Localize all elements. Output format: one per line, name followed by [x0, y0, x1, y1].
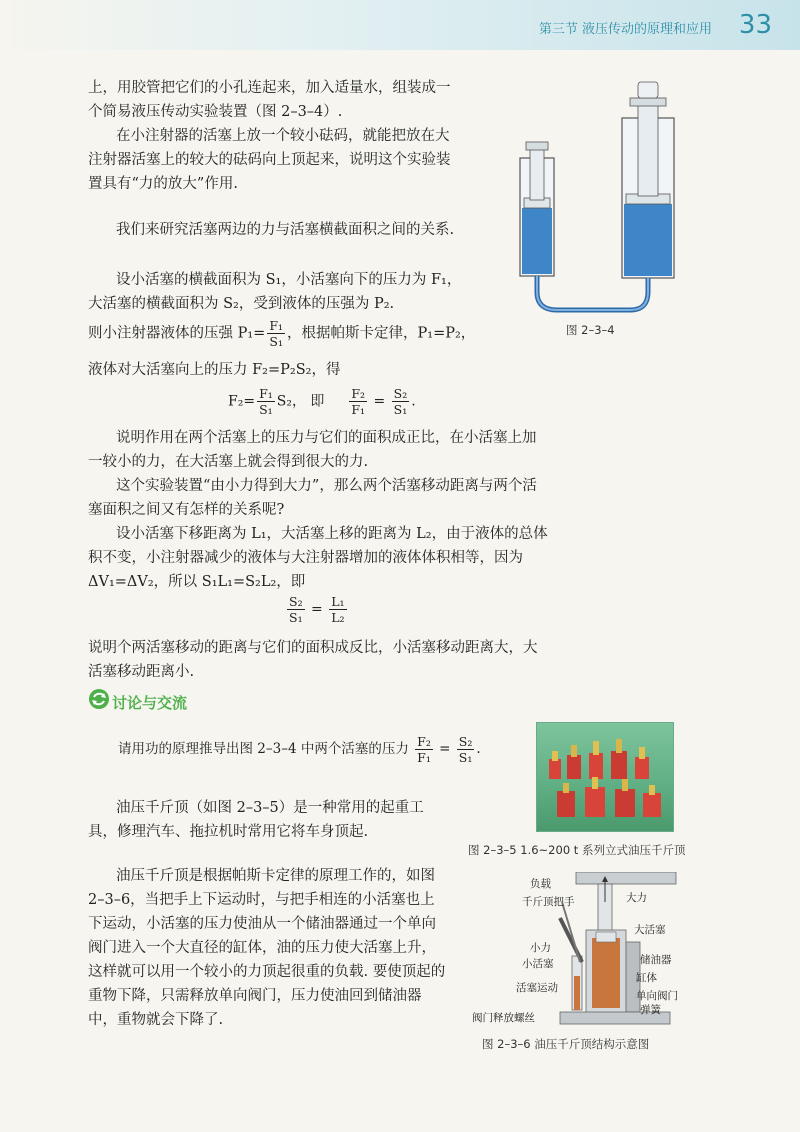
label-check-valve: 单向阀门 — [636, 990, 678, 1002]
label-spring: 弹簧 — [640, 1004, 661, 1016]
jacks-illustration — [537, 723, 673, 831]
page-number: 33 — [738, 10, 772, 40]
paragraph-study-relation: 我们来研究活塞两边的力与活塞横截面积之间的关系. — [116, 222, 455, 238]
paragraph-big-piston-force: 液体对大活塞向上的压力 F₂=P₂S₂，得 — [88, 362, 341, 378]
figure-2-3-6-caption: 图 2–3–6 油压千斤顶结构示意图 — [482, 1037, 650, 1051]
figure-2-3-4-caption: 图 2–3–4 — [566, 323, 615, 337]
paragraph-define-variables: 设小活塞的横截面积为 S₁，小活塞向下的压力为 F₁，大活塞的横截面积为 S₂，受到液体的压强为 P₂. — [88, 272, 462, 312]
label-small-piston: 小活塞 — [522, 958, 554, 970]
formula-force-ratio: F₂= $\frac{\text{F₁}}{\text{S₁}}$ S₂， 即 $\frac{\text{F₂}}{\text{F₁}}$ = $\frac{\text{S₂}}{\text{S₁}}$ . — [228, 386, 416, 417]
paragraph-displacement: 设小活塞下移距离为 L₁，大活塞上移的距离为 L₂，由于液体的总体积不变，小注射器减少的液体与大注射器增加的液体体积相等，因为 ΔV₁=ΔV₂，所以 S₁L₁=S₂L₂，即 — [88, 526, 548, 590]
formula-displacement-ratio: $\frac{\text{S₂}}{\text{S₁}}$ = $\frac{\text{L₁}}{\text{L₂}}$ — [289, 594, 345, 625]
paragraph-setup: 上，用胶管把它们的小孔连起来，加入适量水，组装成一个简易液压传动实验装置（图 2–3–4）. — [88, 80, 451, 120]
label-big-piston: 大活塞 — [634, 924, 666, 936]
label-handle: 千斤顶把手 — [522, 896, 575, 908]
label-big-force: 大力 — [626, 892, 647, 904]
paragraph-proportional: 说明作用在两个活塞上的压力与它们的面积成正比，在小活塞上加一较小的力，在大活塞上就会得到很大的力. — [88, 430, 537, 470]
discussion-prompt: 请用功的原理推导出图 2–3–4 中两个活塞的压力 $\frac{\text{F₂}}{\text{F₁}}$ = $\frac{\text{S₂}}{\text{S₁}}$ . — [118, 734, 481, 765]
section-title: 第三节 液压传动的原理和应用 — [538, 22, 712, 37]
formula-pressure-line — [88, 318, 475, 349]
paragraph-inverse: 说明个两活塞移动的距离与它们的面积成反比，小活塞移动距离大，大活塞移动距离小. — [88, 640, 538, 680]
label-piston-motion: 活塞运动 — [516, 982, 558, 994]
hydraulic-jacks-photo — [536, 722, 674, 832]
figure-2-3-5-caption: 图 2–3–5 1.6~200 t 系列立式油压千斤顶 — [468, 843, 686, 857]
label-release-screw: 阀门释放螺丝 — [472, 1012, 535, 1024]
discussion-title: 讨论与交流 — [112, 694, 188, 712]
discussion-icon — [88, 688, 110, 710]
fraction-f1-s1: $\frac{\text{F₁}}{\text{S₁}}$ — [269, 318, 284, 349]
label-cylinder: 缸体 — [636, 972, 657, 984]
label-load: 负载 — [530, 878, 551, 890]
pressure-prefix: 则小注射器液体的压强 P₁= — [88, 325, 266, 342]
paragraph-jack-working: 油压千斤顶是根据帕斯卡定律的原理工作的，如图 2–3–6，当把手上下运动时，与把手相连的小活塞也上下运动，小活塞的压力使油从一个储油器通过一个单向阀门进入一个大直径的缸体，油的压力使大活塞上升，这样就可以用一个较小的力顶起很重的负载. 要使顶起的重物下降，只需释放单向阀门，压力使油回到储油器中，重物就会下降了. — [88, 868, 446, 1028]
pressure-suffix: ，根据帕斯卡定律，P₁=P₂， — [287, 325, 476, 342]
label-reservoir: 储油器 — [640, 954, 672, 966]
paragraph-question: 这个实验装置“由小力得到大力”，那么两个活塞移动距离与两个活塞面积之间又有怎样的关系呢? — [88, 478, 537, 518]
label-small-force: 小力 — [530, 942, 551, 954]
paragraph-jack-intro: 油压千斤顶（如图 2–3–5）是一种常用的起重工具，修理汽车、拖拉机时常用它将车身顶起. — [88, 800, 424, 840]
syringe-apparatus-figure — [512, 78, 682, 318]
paragraph-force-amplify: 在小注射器的活塞上放一个较小砝码，就能把放在大注射器活塞上的较大的砝码向上顶起来，说明这个实验装置具有“力的放大”作用. — [88, 128, 451, 192]
